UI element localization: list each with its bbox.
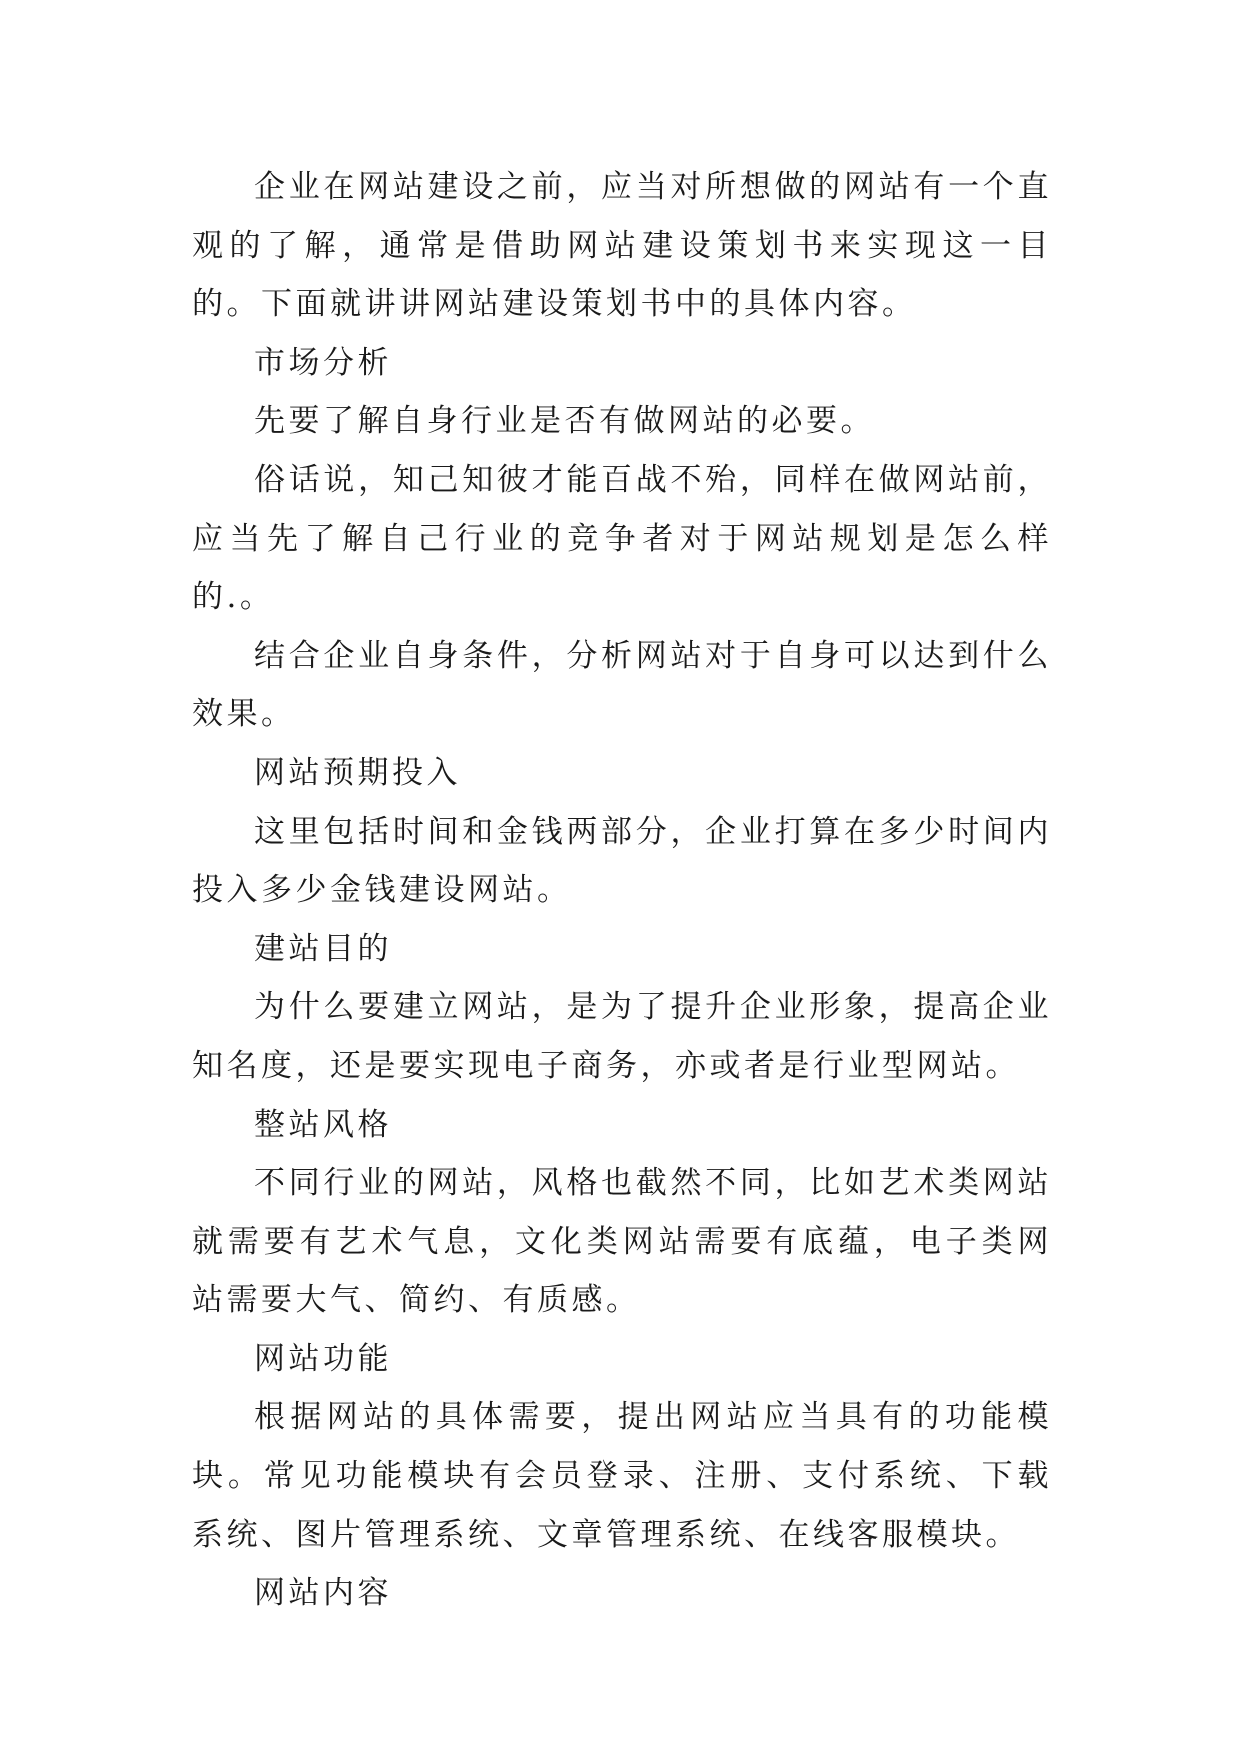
body-paragraph: 结合企业自身条件，分析网站对于自身可以达到什么效果。 bbox=[192, 637, 1052, 733]
body-paragraph: 先要了解自身行业是否有做网站的必要。 bbox=[254, 403, 875, 440]
body-paragraph: 不同行业的网站，风格也截然不同，比如艺术类网站就需要有艺术气息，文化类网站需要有底蕴，电子类网站需要大气、简约、有质感。 bbox=[192, 1165, 1052, 1319]
body-paragraph: 俗话说，知己知彼才能百战不殆，同样在做网站前，应当先了解自己行业的竞争者对于网站规划是怎么样的.。 bbox=[192, 461, 1052, 616]
section-heading-expected-investment: 网站预期投入 bbox=[254, 754, 461, 791]
body-paragraph: 根据网站的具体需要，提出网站应当具有的功能模块。常见功能模块有会员登录、注册、支付系统、下载系统、图片管理系统、文章管理系统、在线客服模块。 bbox=[192, 1399, 1052, 1553]
section-heading-site-features: 网站功能 bbox=[254, 1340, 392, 1377]
section-heading-site-content: 网站内容 bbox=[254, 1575, 392, 1612]
document-body bbox=[192, 158, 1052, 1623]
body-paragraph: 为什么要建立网站，是为了提升企业形象，提高企业知名度，还是要实现电子商务，亦或者是行业型网站。 bbox=[192, 989, 1052, 1084]
body-paragraph: 这里包括时间和金钱两部分，企业打算在多少时间内投入多少金钱建设网站。 bbox=[192, 813, 1052, 909]
intro-paragraph: 企业在网站建设之前，应当对所想做的网站有一个直观的了解，通常是借助网站建设策划书来实现这一目的。下面就讲讲网站建设策划书中的具体内容。 bbox=[192, 169, 1052, 323]
section-heading-site-purpose: 建站目的 bbox=[254, 930, 392, 967]
section-heading-site-style: 整站风格 bbox=[254, 1106, 392, 1143]
section-heading-market-analysis: 市场分析 bbox=[254, 344, 392, 381]
